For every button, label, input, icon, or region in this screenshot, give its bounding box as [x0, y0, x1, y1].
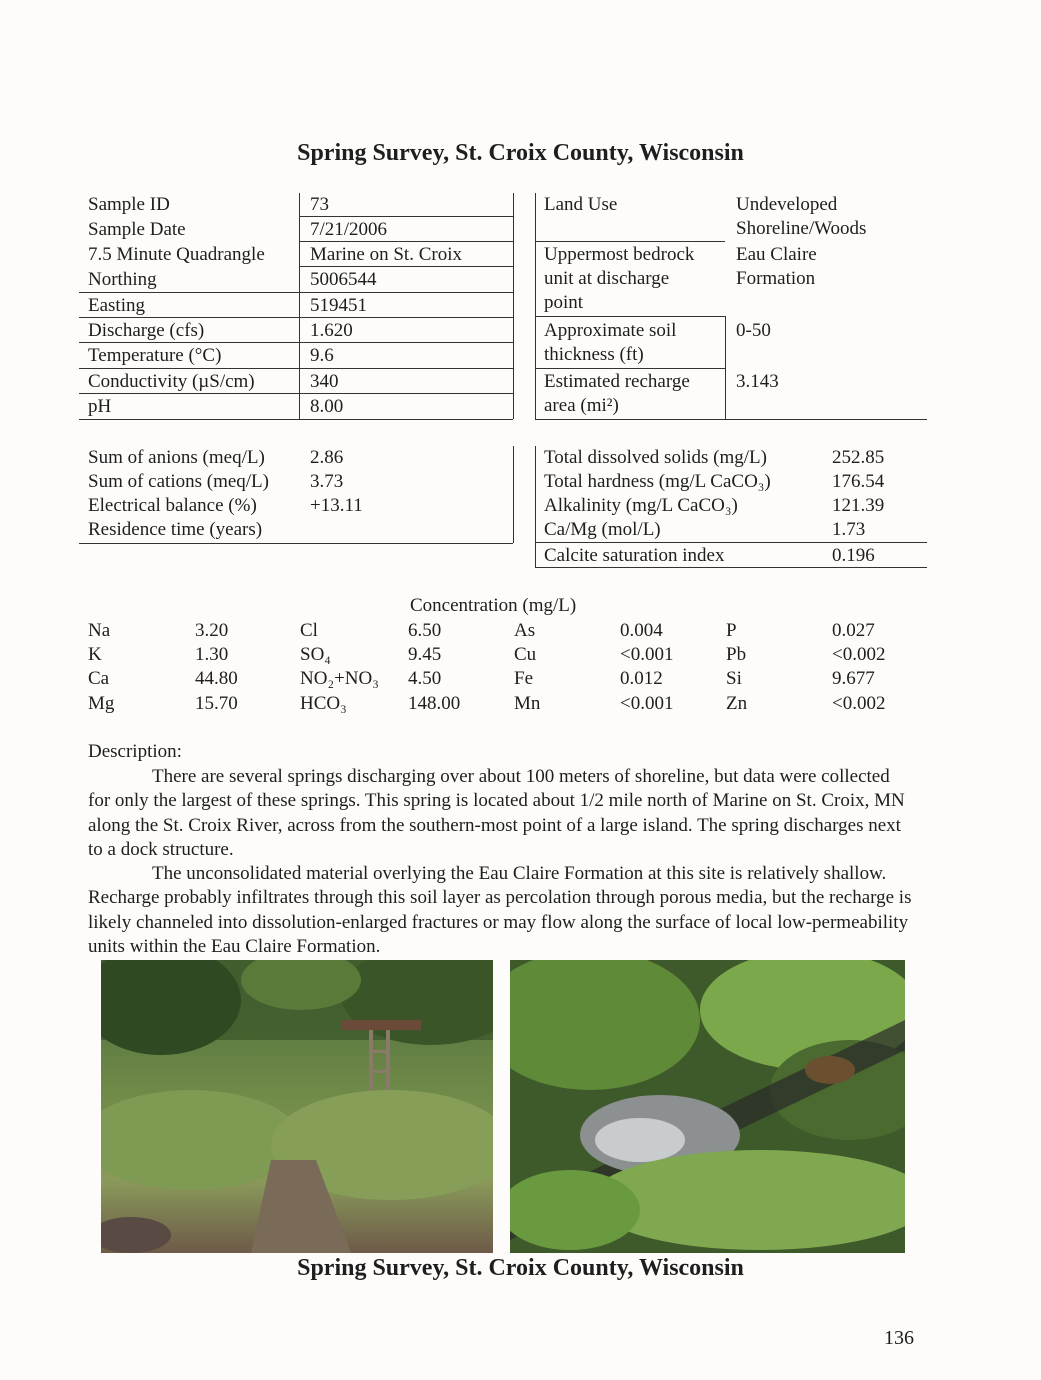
- concentration-analyte: Fe: [514, 668, 533, 689]
- site-label: Conductivity (µS/cm): [88, 371, 255, 392]
- site-value: 519451: [310, 295, 367, 316]
- page-title: Spring Survey, St. Croix County, Wisconsin: [297, 140, 744, 166]
- site-value: 8.00: [310, 396, 344, 417]
- photo-spring-site: [101, 960, 493, 1253]
- land-use-label: Land Use: [544, 194, 618, 215]
- concentration-analyte: P: [726, 620, 737, 641]
- table-rule: [79, 368, 513, 369]
- soil-label: thickness (ft): [544, 344, 644, 365]
- concentration-analyte: NO₂+NO₃: [300, 668, 379, 689]
- footer-title: Spring Survey, St. Croix County, Wisconsin: [297, 1255, 744, 1281]
- bedrock-value: Formation: [736, 268, 816, 289]
- chem-label: Ca/Mg (mol/L): [544, 519, 661, 540]
- table-rule: [299, 266, 513, 267]
- chem-value: 176.54: [832, 471, 885, 492]
- bedrock-label: point: [544, 292, 584, 313]
- chem-label: Calcite saturation index: [544, 545, 725, 566]
- site-value: 340: [310, 371, 339, 392]
- concentration-value: 0.004: [620, 620, 663, 641]
- concentration-analyte: SO₄: [300, 644, 331, 665]
- recharge-value: 3.143: [736, 371, 779, 392]
- site-value: 9.6: [310, 345, 334, 366]
- table-rule: [79, 292, 513, 293]
- concentration-value: <0.002: [832, 693, 886, 714]
- balance-label: Residence time (years): [88, 519, 263, 540]
- table-rule: [535, 567, 927, 568]
- page-number: 136: [884, 1327, 914, 1349]
- bedrock-label: unit at discharge: [544, 268, 670, 289]
- concentration-value: <0.001: [620, 693, 674, 714]
- concentration-analyte: Pb: [726, 644, 747, 665]
- site-value: 7/21/2006: [310, 219, 388, 240]
- concentration-value: 4.50: [408, 668, 442, 689]
- site-label: Easting: [88, 295, 145, 316]
- table-rule: [79, 342, 513, 343]
- concentration-value: 0.012: [620, 668, 663, 689]
- concentration-value: 0.027: [832, 620, 875, 641]
- balance-label: Sum of cations (meq/L): [88, 471, 269, 492]
- table-rule: [535, 419, 927, 420]
- site-value: 1.620: [310, 320, 353, 341]
- site-label: Northing: [88, 269, 157, 290]
- site-label: Sample ID: [88, 194, 170, 215]
- description-paragraph: There are several springs discharging over about 100 meters of shoreline, but data were collected for only the largest of these springs. This spring is located about 1/2 mile north of Marine on St. Croix, MN along the St. Croix River, across from the southern-most point of a large island. The spring discharges next to a dock structure.: [88, 766, 905, 860]
- concentration-value: 3.20: [195, 620, 229, 641]
- table-divider: [725, 316, 726, 419]
- concentration-analyte: HCO₃: [300, 693, 347, 714]
- concentration-value: 9.45: [408, 644, 442, 665]
- recharge-label: area (mi²): [544, 395, 619, 416]
- balance-value: 2.86: [310, 447, 344, 468]
- concentration-analyte: Mn: [514, 693, 541, 714]
- chem-value: 121.39: [832, 495, 885, 516]
- site-label: Sample Date: [88, 219, 186, 240]
- table-rule: [535, 542, 927, 543]
- concentration-analyte: Cu: [514, 644, 537, 665]
- concentration-analyte: As: [514, 620, 536, 641]
- chem-value: 252.85: [832, 447, 885, 468]
- concentration-value: <0.001: [620, 644, 674, 665]
- chem-label: Total hardness (mg/L CaCO₃): [544, 471, 771, 492]
- table-divider: [535, 446, 536, 567]
- concentration-analyte: Mg: [88, 693, 115, 714]
- table-rule: [79, 419, 513, 420]
- concentration-value: 15.70: [195, 693, 238, 714]
- soil-label: Approximate soil: [544, 320, 677, 341]
- description-body: [88, 765, 914, 959]
- concentration-value: 6.50: [408, 620, 442, 641]
- site-label: pH: [88, 396, 112, 417]
- description-paragraph: The unconsolidated material overlying the Eau Claire Formation at this site is relatively shallow. Recharge probably infiltrates through this soil layer as percolation through porous media, but the recharge is likely channeled into dissolution-enlarged fractures or may flow along the surface of local low-permeability units within the Eau Claire Formation.: [88, 863, 912, 958]
- chem-value: 1.73: [832, 519, 866, 540]
- bedrock-label: Uppermost bedrock: [544, 244, 695, 265]
- concentration-value: 148.00: [408, 693, 461, 714]
- concentration-value: 44.80: [195, 668, 238, 689]
- site-label: 7.5 Minute Quadrangle: [88, 244, 265, 265]
- table-rule: [535, 241, 725, 242]
- concentration-value: 9.677: [832, 668, 875, 689]
- concentration-analyte: Zn: [726, 693, 748, 714]
- table-rule: [299, 216, 513, 217]
- bedrock-value: Eau Claire: [736, 244, 817, 265]
- chem-label: Total dissolved solids (mg/L): [544, 447, 767, 468]
- chem-value: 0.196: [832, 545, 875, 566]
- recharge-label: Estimated recharge: [544, 371, 690, 392]
- table-rule: [535, 316, 725, 317]
- table-divider: [299, 193, 300, 419]
- site-value: Marine on St. Croix: [310, 244, 462, 265]
- photo-spring-discharge: [510, 960, 905, 1253]
- concentration-analyte: Cl: [300, 620, 318, 641]
- concentration-header: Concentration (mg/L): [410, 595, 577, 616]
- table-divider: [513, 446, 514, 543]
- land-use-value: Undeveloped: [736, 194, 838, 215]
- balance-label: Electrical balance (%): [88, 495, 257, 516]
- land-use-value: Shoreline/Woods: [736, 218, 867, 239]
- site-label: Temperature (°C): [88, 345, 222, 366]
- concentration-value: <0.002: [832, 644, 886, 665]
- table-divider: [513, 193, 514, 419]
- table-rule: [79, 317, 513, 318]
- balance-label: Sum of anions (meq/L): [88, 447, 265, 468]
- concentration-analyte: Ca: [88, 668, 110, 689]
- site-label: Discharge (cfs): [88, 320, 205, 341]
- chem-label: Alkalinity (mg/L CaCO₃): [544, 495, 738, 516]
- table-rule: [79, 393, 513, 394]
- site-value: 5006544: [310, 269, 377, 290]
- table-rule: [299, 241, 513, 242]
- concentration-value: 1.30: [195, 644, 229, 665]
- description-heading: Description:: [88, 741, 182, 762]
- table-rule: [79, 543, 513, 544]
- table-rule: [535, 368, 725, 369]
- concentration-analyte: Si: [726, 668, 742, 689]
- soil-value: 0-50: [736, 320, 771, 341]
- balance-value: +13.11: [310, 495, 363, 516]
- concentration-analyte: K: [88, 644, 102, 665]
- table-divider: [535, 193, 536, 419]
- concentration-analyte: Na: [88, 620, 111, 641]
- site-value: 73: [310, 194, 329, 215]
- balance-value: 3.73: [310, 471, 344, 492]
